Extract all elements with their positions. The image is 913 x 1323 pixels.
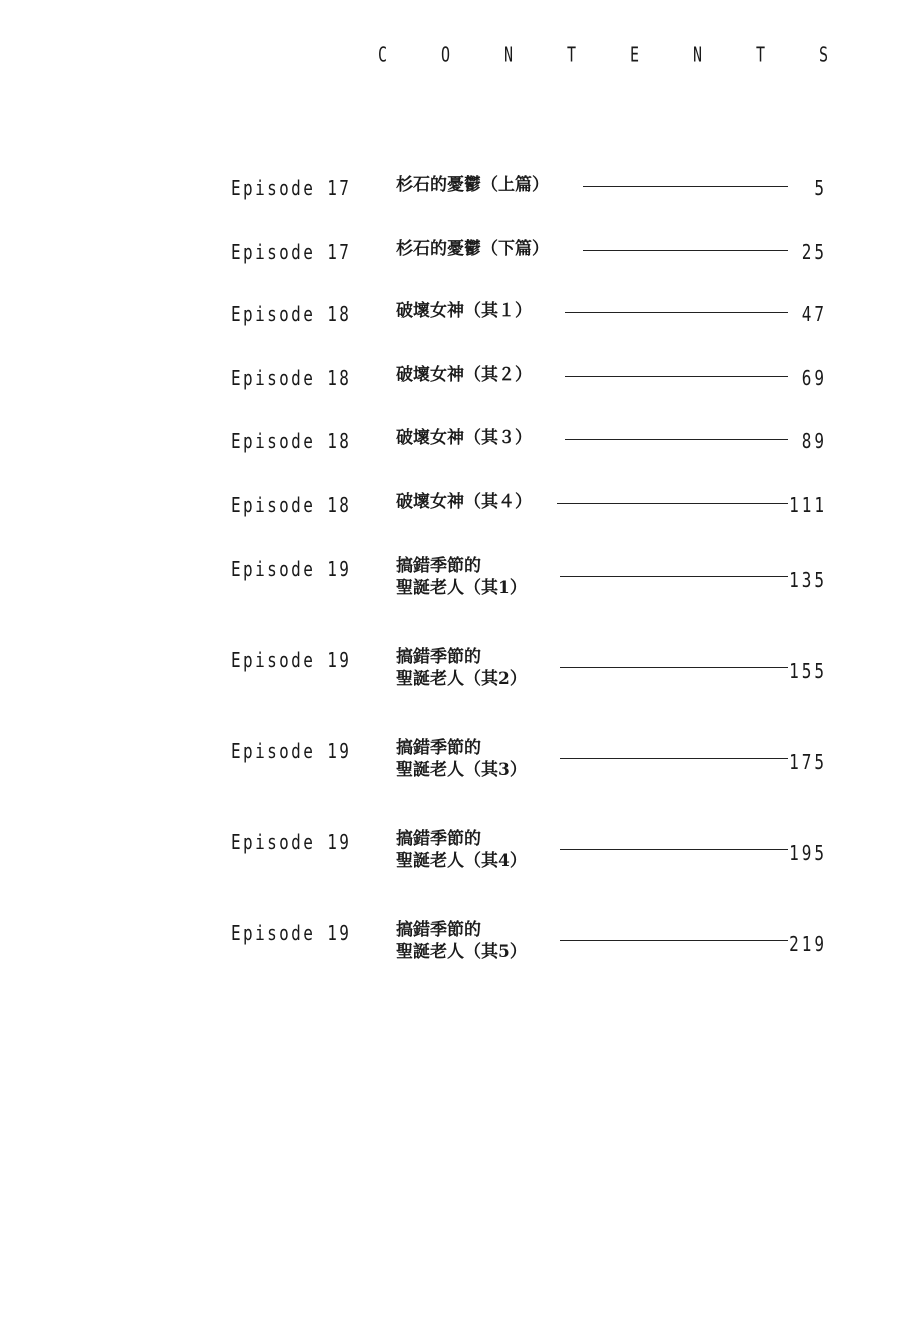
chapter-title: [396, 919, 527, 963]
page-number: 25: [801, 240, 827, 264]
chapter-title-line1: 搞錯季節的: [396, 647, 481, 667]
heading-letter: O: [441, 42, 451, 68]
leader-line: [583, 186, 788, 187]
heading-letter: N: [504, 42, 514, 68]
episode-label: Episode 17: [231, 176, 352, 200]
chapter-title-line1: 破壞女神（其２）: [396, 365, 532, 385]
episode-label: Episode 18: [231, 366, 352, 390]
chapter-title-line1: 搞錯季節的: [396, 738, 481, 758]
chapter-title: [396, 646, 527, 690]
chapter-title-line2: 聖誕老人（其1）: [396, 578, 527, 598]
page-number: 219: [789, 932, 827, 956]
chapter-title: [396, 174, 549, 196]
leader-line: [565, 439, 788, 440]
chapter-title: [396, 238, 549, 260]
chapter-title-line1: 杉石的憂鬱（上篇）: [396, 175, 549, 195]
leader-line: [560, 758, 788, 759]
episode-label: Episode 17: [231, 240, 352, 264]
page-number: 135: [789, 568, 827, 592]
chapter-title: [396, 364, 532, 386]
chapter-title: [396, 828, 527, 872]
episode-label: Episode 19: [231, 830, 352, 854]
heading-letter: T: [756, 42, 766, 68]
episode-label: Episode 19: [231, 921, 352, 945]
chapter-title-line1: 搞錯季節的: [396, 556, 481, 576]
episode-label: Episode 19: [231, 557, 352, 581]
chapter-title-line2: 聖誕老人（其2）: [396, 669, 527, 689]
episode-label: Episode 18: [231, 429, 352, 453]
chapter-title-line1: 杉石的憂鬱（下篇）: [396, 239, 549, 259]
leader-line: [583, 250, 788, 251]
leader-line: [560, 667, 788, 668]
chapter-title: [396, 555, 527, 599]
chapter-title-line2: 聖誕老人（其3）: [396, 760, 527, 780]
page-number: 47: [801, 302, 827, 326]
page-number: 175: [789, 750, 827, 774]
leader-line: [557, 503, 788, 504]
page-number: 155: [789, 659, 827, 683]
chapter-title-line2: 聖誕老人（其4）: [396, 851, 527, 871]
chapter-title-line1: 搞錯季節的: [396, 829, 481, 849]
page-number: 5: [814, 176, 827, 200]
leader-line: [560, 849, 788, 850]
chapter-title-line1: 破壞女神（其４）: [396, 492, 532, 512]
chapter-title-line1: 破壞女神（其１）: [396, 301, 532, 321]
page-number: 69: [801, 366, 827, 390]
episode-label: Episode 18: [231, 302, 352, 326]
leader-line: [560, 576, 788, 577]
chapter-title: [396, 491, 532, 513]
leader-line: [565, 376, 788, 377]
page-number: 111: [789, 493, 827, 517]
chapter-title: [396, 300, 532, 322]
page-number: 195: [789, 841, 827, 865]
episode-label: Episode 19: [231, 739, 352, 763]
episode-label: Episode 19: [231, 648, 352, 672]
chapter-title: [396, 427, 532, 449]
chapter-title-line2: 聖誕老人（其5）: [396, 942, 527, 962]
heading-letter: C: [378, 42, 388, 68]
chapter-title-line1: 破壞女神（其３）: [396, 428, 532, 448]
chapter-title-line1: 搞錯季節的: [396, 920, 481, 940]
leader-line: [560, 940, 788, 941]
heading-letter: E: [630, 42, 640, 68]
heading-letter: S: [819, 42, 829, 68]
heading-letter: N: [693, 42, 703, 68]
page-number: 89: [801, 429, 827, 453]
heading-letter: T: [567, 42, 577, 68]
chapter-title: [396, 737, 527, 781]
episode-label: Episode 18: [231, 493, 352, 517]
leader-line: [565, 312, 788, 313]
